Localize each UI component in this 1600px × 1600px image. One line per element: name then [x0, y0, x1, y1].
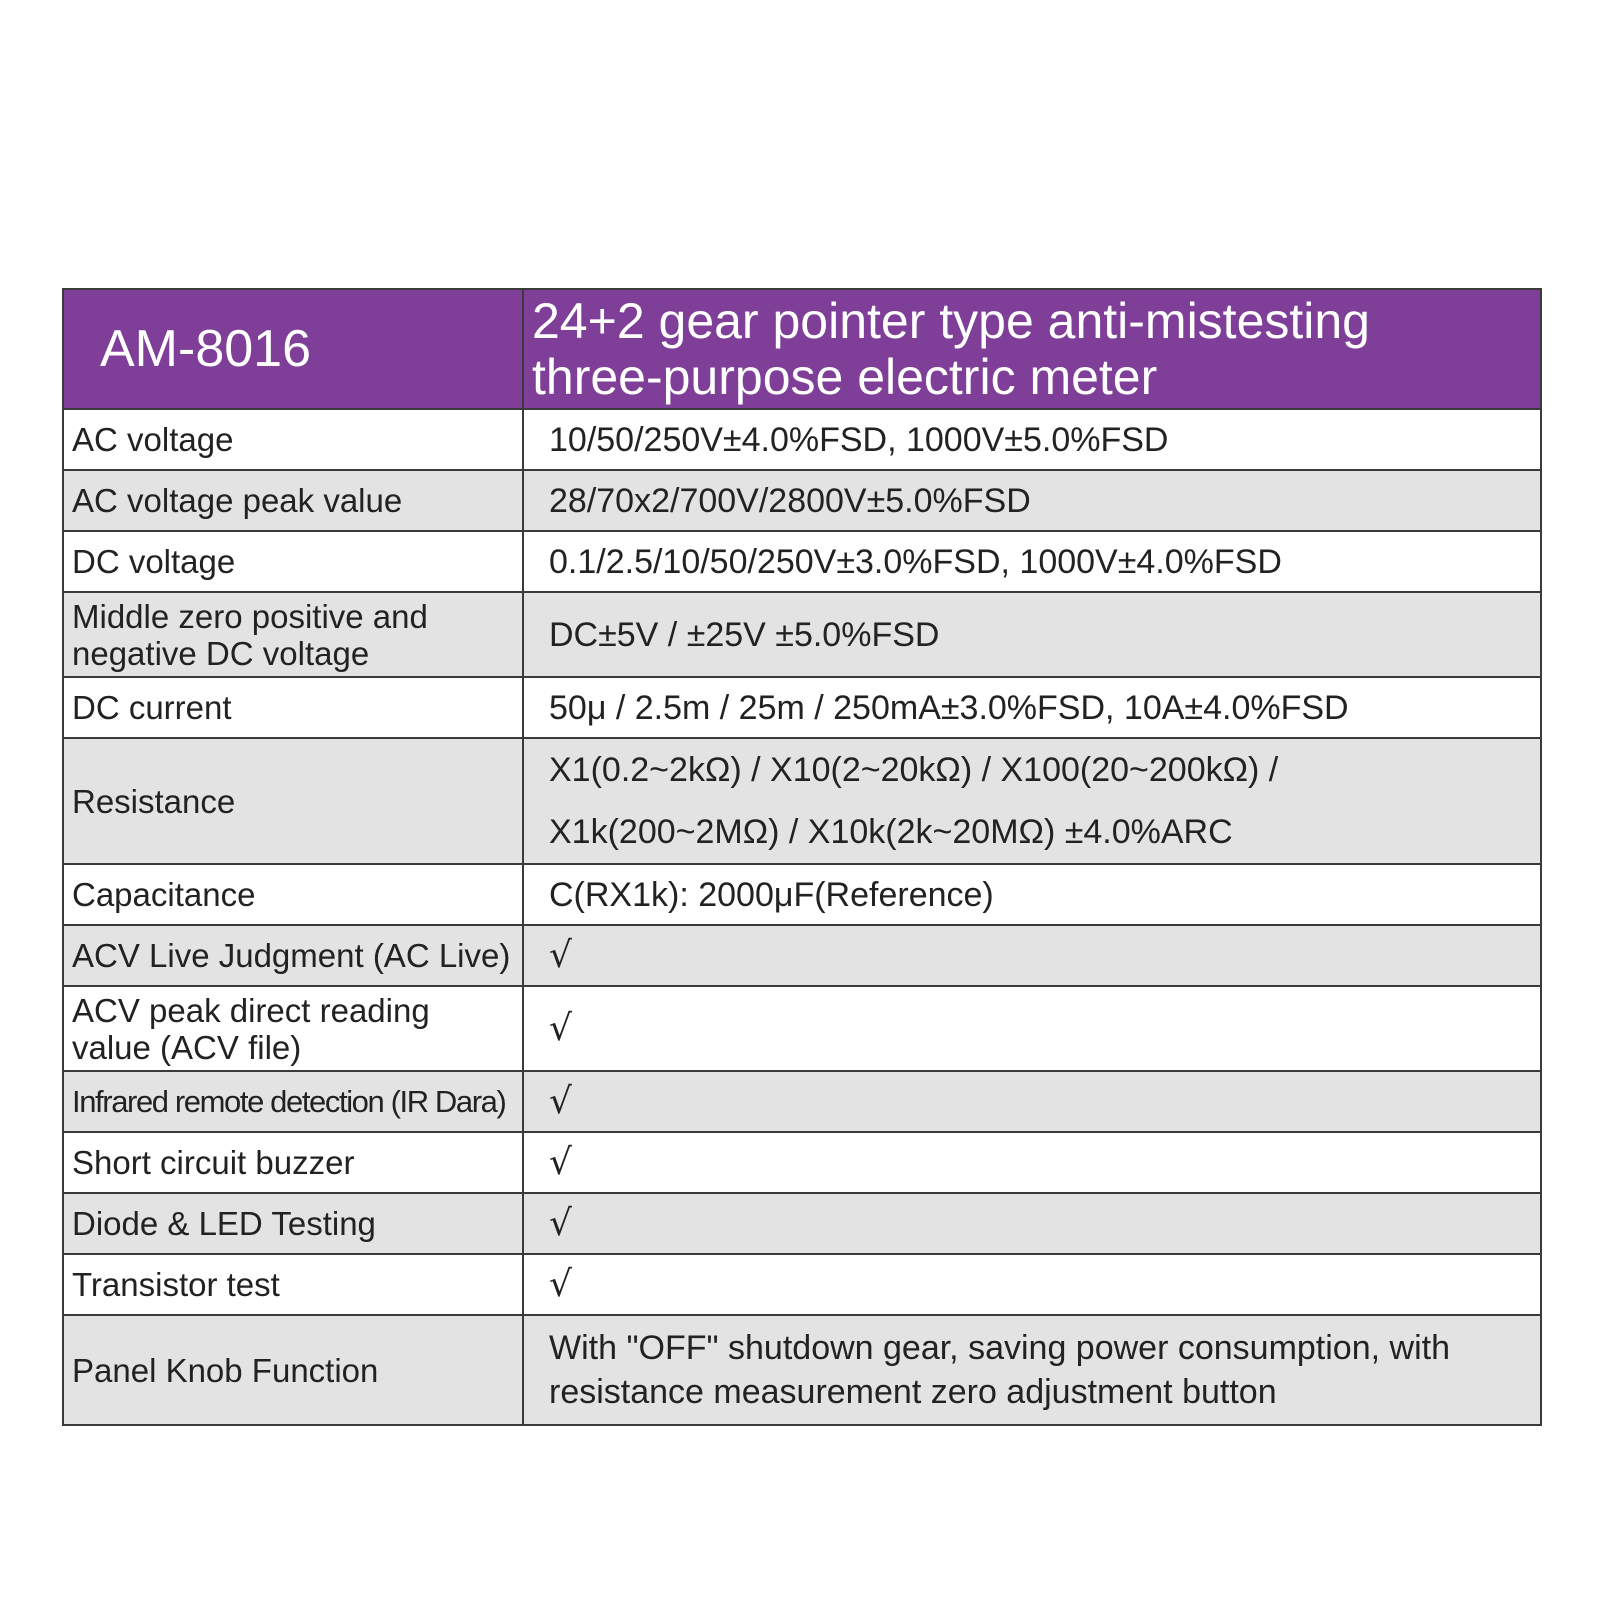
row-label: [63, 986, 523, 1071]
product-title-line2: three-purpose electric meter: [532, 349, 1158, 405]
check-mark-icon: √: [523, 1071, 1541, 1132]
row-value-line1: With "OFF" shutdown gear, saving power consumption, with: [549, 1329, 1450, 1367]
row-label: Capacitance: [63, 864, 523, 925]
row-label-line2: negative DC voltage: [72, 634, 370, 672]
row-value-line2: resistance measurement zero adjustment button: [549, 1373, 1277, 1411]
row-label: ACV Live Judgment (AC Live): [63, 925, 523, 986]
model-name: AM-8016: [63, 289, 523, 409]
row-value: [523, 1315, 1541, 1425]
header-row: [63, 289, 1541, 409]
check-mark-icon: √: [523, 1132, 1541, 1193]
row-value: 28/70x2/700V/2800V±5.0%FSD: [523, 470, 1541, 531]
row-label: Short circuit buzzer: [63, 1132, 523, 1193]
row-label: Transistor test: [63, 1254, 523, 1315]
check-mark-icon: √: [523, 986, 1541, 1071]
table-row-ac-voltage-peak: [63, 470, 1541, 531]
table-row-diode-led: [63, 1193, 1541, 1254]
product-title: [523, 289, 1541, 409]
table-row-buzzer: [63, 1132, 1541, 1193]
spec-table: [62, 288, 1542, 1426]
table-row-resistance: [63, 738, 1541, 864]
row-label: DC current: [63, 677, 523, 738]
table-row-capacitance: [63, 864, 1541, 925]
table-row-transistor: [63, 1254, 1541, 1315]
row-label: Diode & LED Testing: [63, 1193, 523, 1254]
row-label: Resistance: [63, 738, 523, 864]
row-value: DC±5V / ±25V ±5.0%FSD: [523, 592, 1541, 677]
row-value: C(RX1k): 2000μF(Reference): [523, 864, 1541, 925]
row-label: AC voltage: [63, 409, 523, 470]
row-label: AC voltage peak value: [63, 470, 523, 531]
row-label-line2: value (ACV file): [72, 1028, 302, 1066]
row-value: 0.1/2.5/10/50/250V±3.0%FSD, 1000V±4.0%FSD: [523, 531, 1541, 592]
table-row-panel-knob: [63, 1315, 1541, 1425]
table-row-infrared: [63, 1071, 1541, 1132]
row-value: [523, 738, 1541, 864]
check-mark-icon: √: [523, 925, 1541, 986]
row-value-line2: X1k(200~2MΩ) / X10k(2k~20MΩ) ±4.0%ARC: [549, 813, 1233, 851]
table-row-dc-voltage: [63, 531, 1541, 592]
check-mark-icon: √: [523, 1254, 1541, 1315]
row-label: Infrared remote detection (IR Dara): [63, 1071, 523, 1132]
product-title-line1: 24+2 gear pointer type anti-mistesting: [532, 293, 1370, 349]
row-label: Panel Knob Function: [63, 1315, 523, 1425]
check-mark-icon: √: [523, 1193, 1541, 1254]
table-row-acv-peak-reading: [63, 986, 1541, 1071]
table-row-ac-voltage: [63, 409, 1541, 470]
table-row-acv-live: [63, 925, 1541, 986]
row-label-line1: Middle zero positive and: [72, 597, 428, 635]
row-value-line1: X1(0.2~2kΩ) / X10(2~20kΩ) / X100(20~200kΩ) /: [549, 751, 1279, 789]
table-row-middle-zero-dc: [63, 592, 1541, 677]
row-value: 10/50/250V±4.0%FSD, 1000V±5.0%FSD: [523, 409, 1541, 470]
row-label-line1: ACV peak direct reading: [72, 991, 430, 1029]
row-value: 50μ / 2.5m / 25m / 250mA±3.0%FSD, 10A±4.0%FSD: [523, 677, 1541, 738]
row-label: DC voltage: [63, 531, 523, 592]
table-row-dc-current: [63, 677, 1541, 738]
row-label: [63, 592, 523, 677]
